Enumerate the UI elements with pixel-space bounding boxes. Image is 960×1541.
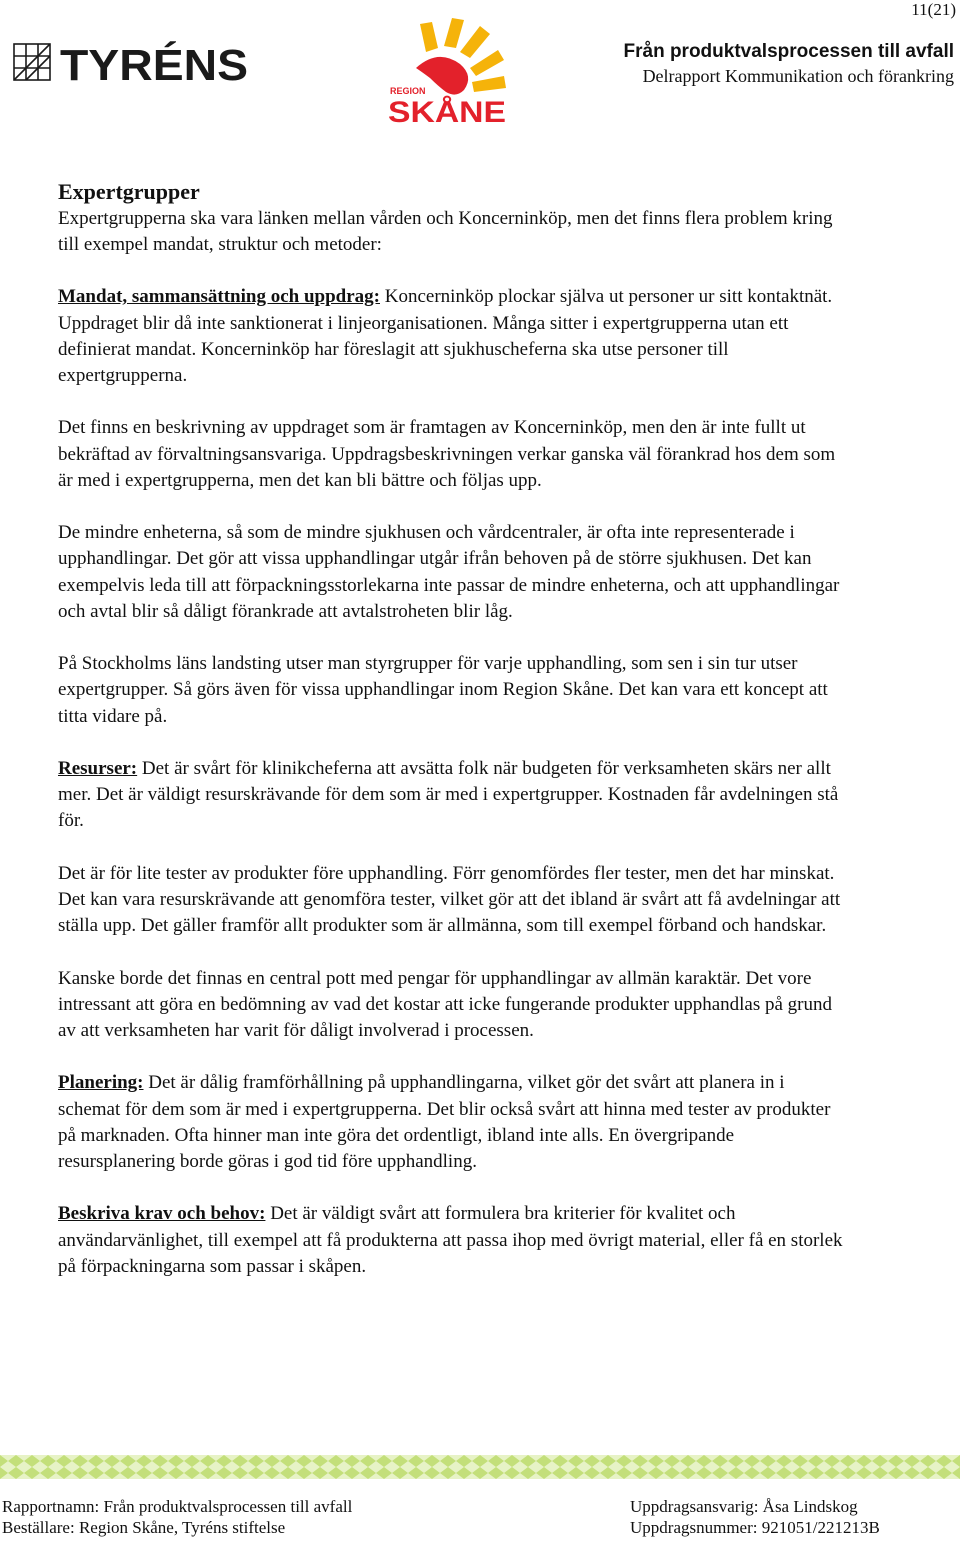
paragraph: [58, 284, 848, 389]
region-logo-bottom-text: SKÅNE: [388, 96, 506, 128]
paragraph-text: Koncerninköp plockar själva ut personer ur sitt kontaktnät. Uppdraget blir då inte sanktionerat i linjeorganisationen. Många sitter i expertgrupperna utan ett definierat mandat. Koncerninköp har föreslagit att sjukhuscheferna ska utse personer till expertgrupperna.: [58, 286, 833, 387]
paragraph: [58, 756, 848, 835]
paragraph-text: Kanske borde det finnas en central pott med pengar för upphandlingar av allmän karaktär. Det vore intressant att göra en bedömning av vad det kostar att icke fungerande produkter upphandlas på grund av att verksamheten har varit för dåligt involverad i processen.: [58, 967, 833, 1041]
tyrens-logo: [12, 38, 252, 86]
paragraph-text: Det är dålig framförhållning på upphandlingarna, vilket gör det svårt att planera in i schemat för dem som är med i expertgrupperna. Det blir också svårt att hinna med tester av produkter på marknaden. Ofta hinner man inte göra det ordentligt, ibland inte alls. En övergripande resursplanering borde göras i god tid före upphandling.: [58, 1072, 831, 1172]
footer-pattern-band: [0, 1455, 960, 1479]
tyrens-logo-text: TYRÉNS: [60, 41, 239, 86]
paragraph-lead: Resurser:: [58, 758, 138, 779]
paragraph-lead: Planering:: [58, 1072, 144, 1094]
paragraph: [58, 520, 848, 625]
paragraph-text: Det är väldigt svårt att formulera bra kriterier för kvalitet och användarvänlighet, till exempel att få produkterna att passa ihop med övrigt material, eller få en storlek på förpackningarna som passar i skåpen.: [58, 1203, 843, 1277]
paragraph: [58, 651, 848, 730]
document-body: [58, 178, 848, 1306]
region-skane-logo: [386, 16, 512, 128]
paragraph-text: De mindre enheterna, så som de mindre sjukhusen och vårdcentraler, är ofta inte representerade i upphandlingar. Det gör att vissa upphandlingar utgår ifrån behoven på de större sjukhusen. Det kan exempelvis leda till att förpackningsstorlekarna inte passar de mindre enheterna, och att upphandlingar och avtal blir så dåligt förankrade att avtalstroheten blir låg.: [58, 522, 840, 622]
paragraph: [58, 1201, 848, 1280]
footer-assignment-number: Uppdragsnummer: 921051/221213B: [630, 1518, 880, 1537]
document-subtitle: Delrapport Kommunikation och förankring: [642, 66, 954, 86]
paragraph-text: På Stockholms läns landsting utser man styrgrupper för varje upphandling, som sen i sin tur utser expertgrupper. Så görs även för vissa upphandlingar inom Region Skåne. Det kan vara ett koncept att titta vidare på.: [58, 653, 828, 727]
paragraph: [58, 1070, 848, 1175]
paragraph: [58, 415, 848, 494]
paragraph: [58, 966, 848, 1045]
footer-report-name: Rapportnamn: Från produktvalsprocessen till avfall: [2, 1497, 353, 1516]
document-title: Från produktvalsprocessen till avfall: [623, 41, 954, 62]
paragraph-lead: Mandat, sammansättning och uppdrag:: [58, 286, 380, 308]
paragraph-lead: Beskriva krav och behov:: [58, 1203, 266, 1225]
section-heading: Expertgrupper: [58, 179, 200, 204]
paragraph: [58, 861, 848, 940]
footer-responsible: Uppdragsansvarig: Åsa Lindskog: [630, 1497, 858, 1516]
region-logo-top-text: REGION: [390, 86, 426, 96]
footer-client: Beställare: Region Skåne, Tyréns stiftelse: [2, 1518, 286, 1537]
paragraph-text: Det är svårt för klinikcheferna att avsätta folk när budgeten för verksamheten skärs ner allt mer. Det är väldigt resurskrävande för dem som är med i expertgrupper. Kostnaden får avdelningen stå för.: [58, 758, 839, 832]
intro-paragraph: Expertgrupperna ska vara länken mellan vården och Koncerninköp, men det finns flera problem kring till exempel mandat, struktur och metoder:: [58, 208, 833, 256]
page-number: 11(21): [911, 0, 956, 19]
paragraph-text: Det finns en beskrivning av uppdraget som är framtagen av Koncerninköp, men den är inte fullt ut bekräftad av förvaltningsansvariga. Uppdragsbeskrivningen verkar ganska väl förankrad hos dem som är med i expertgrupperna, men det kan bli bättre och följas upp.: [58, 417, 836, 491]
paragraph-text: Det är för lite tester av produkter före upphandling. Förr genomfördes fler tester, men det har minskat. Det kan vara resurskrävande att genomföra tester, vilket gör att det ibland är svårt att få avdelningar att ställa upp. Det gäller framför allt produkter som är allmänna, som till exempel förband och handskar.: [58, 862, 841, 937]
